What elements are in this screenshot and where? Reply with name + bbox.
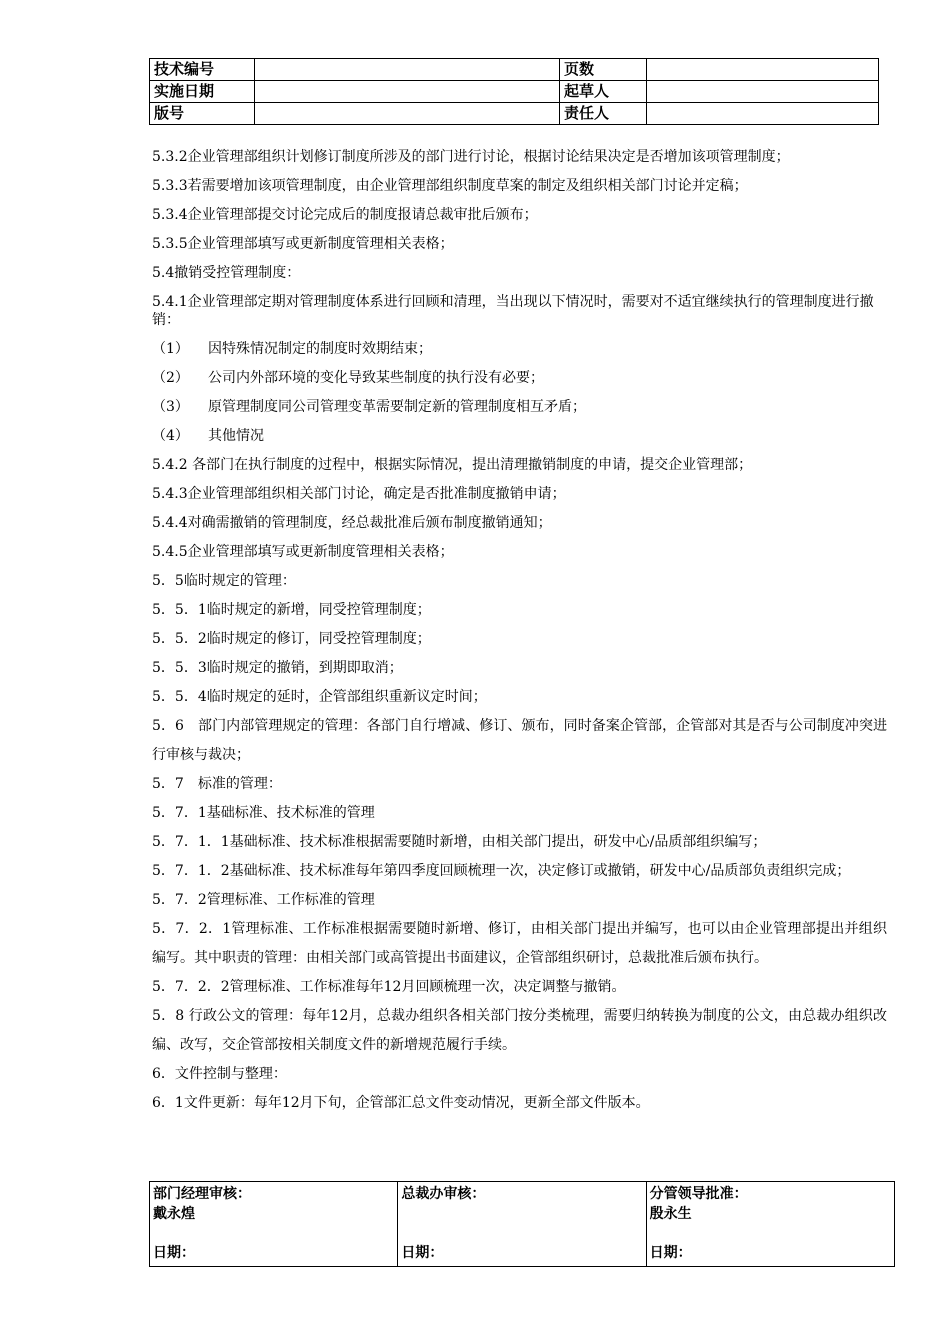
paragraph-5-4-5: 5.4.5企业管理部填写或更新制度管理相关表格；: [152, 544, 454, 560]
list-item-text: 其他情况: [208, 428, 264, 444]
drafter-value: [647, 81, 879, 103]
version-value: [255, 103, 560, 125]
section-5-7-heading: 5．7 标准的管理：: [152, 776, 282, 792]
list-item: [152, 393, 887, 422]
paragraph-5-8: 5．8 行政公文的管理：每年12月，总裁办组织各相关部门按分类梳理，需要归纳转换为制度的公文，由总裁办组织改编、改写，交企管部按相关制度文件的新增规范履行手续。: [152, 1008, 887, 1053]
leader-date-label: 日期：: [649, 1245, 692, 1261]
pages-value: [647, 59, 879, 81]
leader-name: 殷永生: [649, 1206, 692, 1222]
president-office-date-label: 日期：: [401, 1245, 444, 1261]
dept-manager-date-label: 日期：: [153, 1245, 195, 1261]
impl-date-label: 实施日期: [150, 81, 255, 103]
leader-cell: [646, 1182, 894, 1267]
dept-manager-name: 戴永煌: [153, 1206, 195, 1222]
approval-row: [150, 1182, 895, 1267]
paragraph-6-1: 6．1文件更新：每年12月下旬，企管部汇总文件变动情况，更新全部文件版本。: [152, 1095, 650, 1111]
paragraph-5-4-1: 5.4.1企业管理部定期对管理制度体系进行回顾和清理，当出现以下情况时，需要对不适宜继续执行的管理制度进行撤销：: [152, 294, 874, 328]
paragraph-5-5-2: 5．5．2临时规定的修订，同受控管理制度；: [152, 631, 431, 647]
paragraph-5-7-1-2: 5．7．1．2基础标准、技术标准每年第四季度回顾梳理一次，决定修订或撤销，研发中心/品质部负责组织完成；: [152, 863, 851, 879]
paragraph-5-4-4: 5.4.4对确需撤销的管理制度，经总裁批准后颁布制度撤销通知；: [152, 515, 552, 531]
list-item: [152, 335, 887, 364]
section-5-4-heading: 5.4撤销受控管理制度：: [152, 265, 301, 281]
president-office-label: 总裁办审核：: [401, 1186, 486, 1202]
impl-date-value: [255, 81, 560, 103]
tech-no-label: 技术编号: [150, 59, 255, 81]
paragraph-5-3-2: 5.3.2企业管理部组织计划修订制度所涉及的部门进行讨论，根据讨论结果决定是否增加该项管理制度；: [152, 149, 790, 165]
paragraph-5-5-1: 5．5．1临时规定的新增，同受控管理制度；: [152, 602, 431, 618]
list-item-text: 公司内外部环境的变化导致某些制度的执行没有必要；: [208, 370, 544, 386]
drafter-label: 起草人: [560, 81, 647, 103]
list-item-number: （3）: [152, 399, 189, 415]
paragraph-5-5-4: 5．5．4临时规定的延时，企管部组织重新议定时间；: [152, 689, 487, 705]
section-5-5-heading: 5．5临时规定的管理：: [152, 573, 296, 589]
paragraph-5-6: 5．6 部门内部管理规定的管理：各部门自行增减、修订、颁布，同时备案企管部，企管部对其是否与公司制度冲突进行审核与裁决；: [152, 718, 887, 763]
owner-value: [647, 103, 879, 125]
header-info-table: [149, 58, 879, 125]
paragraph-5-7-2-2: 5．7．2．2管理标准、工作标准每年12月回顾梳理一次，决定调整与撤销。: [152, 979, 626, 995]
paragraph-5-4-2: 5.4.2 各部门在执行制度的过程中，根据实际情况，提出清理撤销制度的申请，提交企业管理部；: [152, 457, 753, 473]
paragraph-5-3-3: 5.3.3若需要增加该项管理制度，由企业管理部组织制度草案的制定及组织相关部门讨论并定稿；: [152, 178, 748, 194]
list-item-number: （2）: [152, 370, 189, 386]
list-item: [152, 422, 887, 451]
paragraph-5-3-4: 5.3.4企业管理部提交讨论完成后的制度报请总裁审批后颁布；: [152, 207, 538, 223]
owner-label: 责任人: [560, 103, 647, 125]
paragraph-5-5-3: 5．5．3临时规定的撤销，到期即取消；: [152, 660, 403, 676]
dept-manager-label: 部门经理审核：: [153, 1186, 251, 1202]
document-body: [152, 143, 887, 1118]
paragraph-5-7-1: 5．7．1基础标准、技术标准的管理: [152, 805, 375, 821]
list-item-number: （4）: [152, 428, 189, 444]
approval-table: [149, 1181, 895, 1267]
version-label: 版号: [150, 103, 255, 125]
list-item-number: （1）: [152, 341, 189, 357]
paragraph-5-7-1-1: 5．7．1．1基础标准、技术标准根据需要随时新增，由相关部门提出，研发中心/品质部组织编写；: [152, 834, 767, 850]
paragraph-5-7-2: 5．7．2管理标准、工作标准的管理: [152, 892, 375, 908]
pages-label: 页数: [560, 59, 647, 81]
dept-manager-cell: [150, 1182, 398, 1267]
header-row-3: [150, 103, 879, 125]
president-office-cell: [398, 1182, 646, 1267]
header-row-2: [150, 81, 879, 103]
header-row-1: [150, 59, 879, 81]
list-item-text: 因特殊情况制定的制度时效期结束；: [208, 341, 432, 357]
paragraph-5-4-3: 5.4.3企业管理部组织相关部门讨论，确定是否批准制度撤销申请；: [152, 486, 566, 502]
paragraph-5-7-2-1: 5．7．2．1管理标准、工作标准根据需要随时新增、修订，由相关部门提出并编写，也可以由企业管理部提出并组织编写。其中职责的管理：由相关部门或高管提出书面建议，企管部组织研讨，总裁批准后颁布执行。: [152, 921, 887, 966]
paragraph-5-3-5: 5.3.5企业管理部填写或更新制度管理相关表格；: [152, 236, 454, 252]
leader-label: 分管领导批准：: [649, 1186, 748, 1202]
tech-no-value: [255, 59, 560, 81]
section-6-heading: 6．文件控制与整理：: [152, 1066, 287, 1082]
list-item: [152, 364, 887, 393]
list-item-text: 原管理制度同公司管理变革需要制定新的管理制度相互矛盾；: [208, 399, 586, 415]
